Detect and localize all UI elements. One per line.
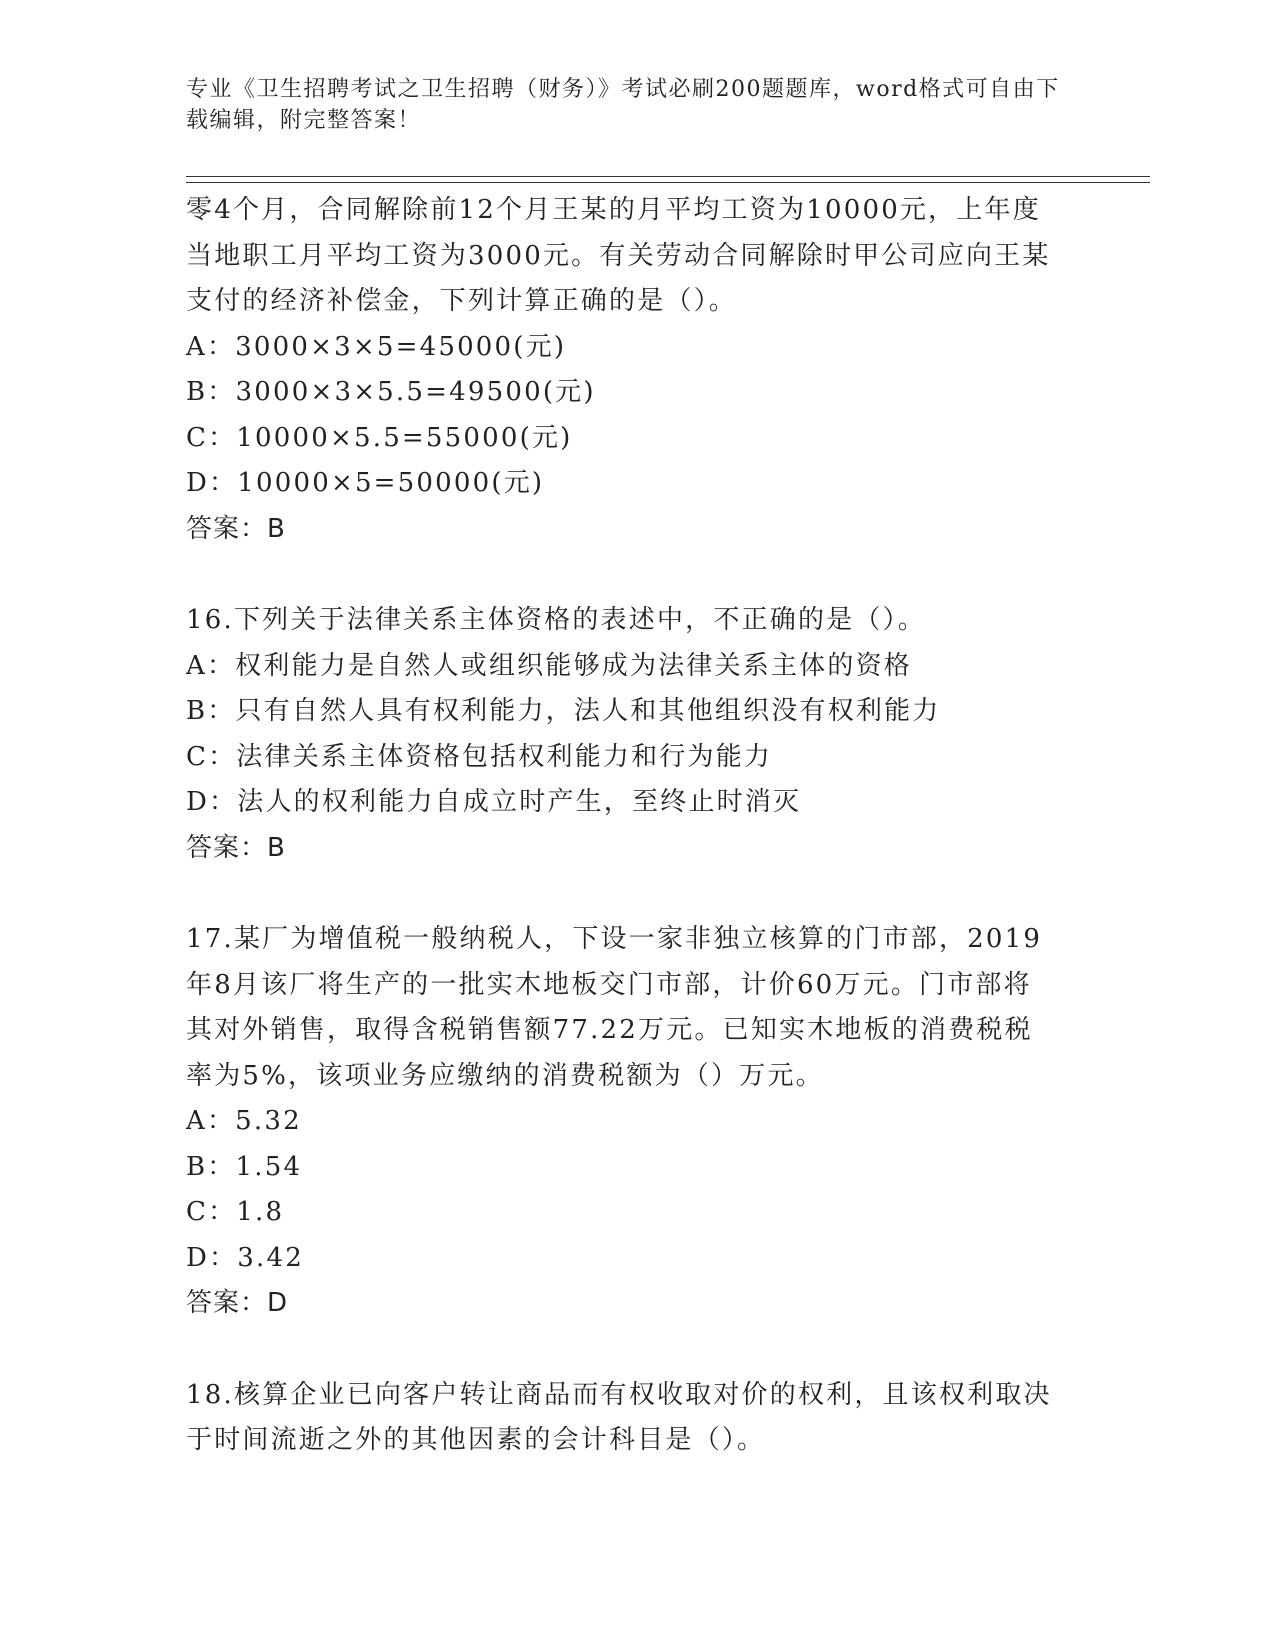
option-a: A：权利能力是自然人或组织能够成为法律关系主体的资格 <box>186 650 912 681</box>
spacer <box>186 1327 1086 1373</box>
question-stem-line: 于时间流逝之外的其他因素的会计科目是（）。 <box>186 1425 766 1455</box>
question-content <box>186 188 1086 1464</box>
option-d: D：法人的权利能力自成立时产生，至终止时消灭 <box>186 787 802 817</box>
question-stem-line: 16.下列关于法律关系主体资格的表述中，不正确的是（）。 <box>186 605 926 635</box>
question-stem-line: 年8月该厂将生产的一批实木地板交门市部，计价60万元。门市部将 <box>186 969 1032 1000</box>
option-d: D：3.42 <box>186 1242 304 1273</box>
question-stem-line: 18.核算企业已向客户转让商品而有权收取对价的权利，且该权利取决 <box>186 1379 1052 1410</box>
question-stem-line: 零4个月，合同解除前12个月王某的月平均工资为10000元，上年度 <box>186 195 1041 225</box>
question-stem-line: 当地职工月平均工资为3000元。有关劳动合同解除时甲公司应向王某 <box>186 240 1051 271</box>
option-a: A：3000×3×5=45000(元) <box>186 331 567 362</box>
question-15 <box>186 188 1086 552</box>
option-c: C：1.8 <box>186 1197 285 1227</box>
question-stem-line: 17.某厂为增值税一般纳税人，下设一家非独立核算的门市部，2019 <box>186 924 1043 954</box>
question-17 <box>186 917 1086 1327</box>
document-header: 专业《卫生招聘考试之卫生招聘（财务）》考试必刷200题题库，word格式可自由下载编辑，附完整答案！ <box>186 77 1060 133</box>
answer-line: 答案：B <box>186 832 286 863</box>
option-b: B：3000×3×5.5=49500(元) <box>186 377 596 407</box>
question-16 <box>186 598 1086 871</box>
option-b: B：只有自然人具有权利能力，法人和其他组织没有权利能力 <box>186 696 941 726</box>
option-c: C：法律关系主体资格包括权利能力和行为能力 <box>186 741 773 772</box>
option-d: D：10000×5=50000(元) <box>186 468 545 498</box>
question-stem-line: 支付的经济补偿金，下列计算正确的是（）。 <box>186 286 738 316</box>
spacer <box>186 552 1086 598</box>
option-c: C：10000×5.5=55000(元) <box>186 422 573 453</box>
question-stem-line: 其对外销售，取得含税销售额77.22万元。已知实木地板的消费税税 <box>186 1015 1033 1045</box>
option-a: A：5.32 <box>186 1106 302 1136</box>
question-18 <box>186 1373 1086 1464</box>
header-divider-bottom <box>186 182 1150 183</box>
spacer <box>186 871 1086 917</box>
option-b: B：1.54 <box>186 1151 303 1182</box>
answer-line: 答案：D <box>186 1288 289 1318</box>
question-stem-line: 率为5%，该项业务应缴纳的消费税额为（）万元。 <box>186 1060 824 1091</box>
header-divider-top <box>186 176 1150 177</box>
answer-line: 答案：B <box>186 513 286 544</box>
